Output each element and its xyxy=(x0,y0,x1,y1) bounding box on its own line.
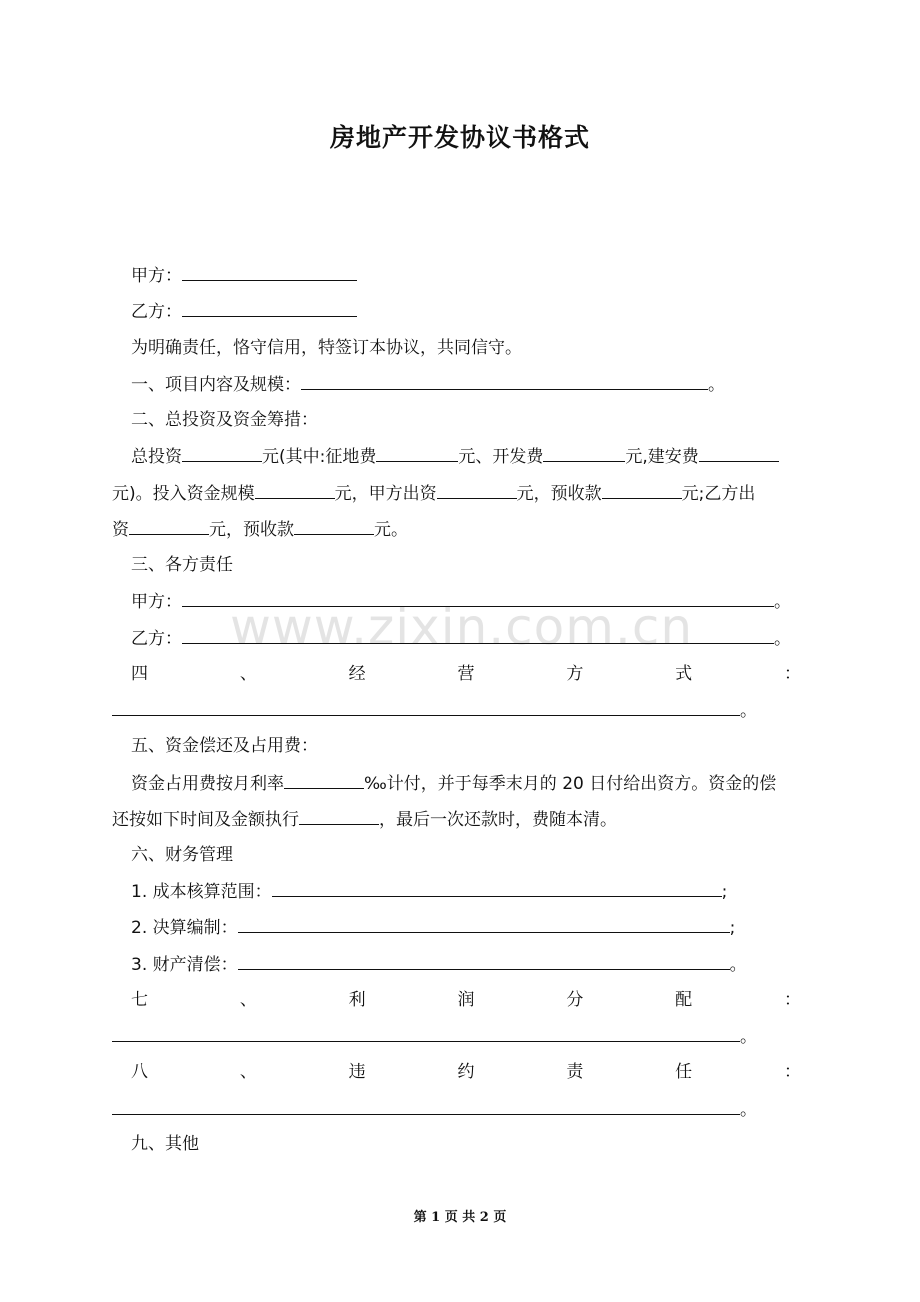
text-run: 总投资 xyxy=(131,447,182,467)
party-a-line xyxy=(131,263,357,288)
section-1-label: 一、项目内容及规模： xyxy=(131,375,301,395)
item-label: 2. 决算编制： xyxy=(131,918,238,938)
section-1-end: 。 xyxy=(708,375,725,395)
section-8-heading xyxy=(131,1060,801,1084)
page-mid: 页 共 xyxy=(444,1210,476,1225)
party-b-label: 乙方： xyxy=(131,302,182,322)
blank xyxy=(182,626,774,644)
text-run: 元(其中:征地费 xyxy=(262,447,377,467)
section-3-party-a xyxy=(131,589,791,614)
watermark: www.zixin.com.cn xyxy=(230,598,694,656)
heading-char: 营 xyxy=(457,664,475,684)
party-a-label: 甲方： xyxy=(131,592,182,612)
heading-char: 七 xyxy=(131,990,148,1010)
section-6-item-1 xyxy=(131,879,727,904)
section-5-para-2 xyxy=(112,807,617,832)
section-3-party-b xyxy=(131,626,791,651)
heading-char: 、 xyxy=(239,664,257,684)
blank xyxy=(129,517,209,535)
text-run: ，最后一次还款时，费随本清。 xyxy=(379,810,617,830)
heading-char: 方 xyxy=(566,664,584,684)
heading-char: 经 xyxy=(348,664,366,684)
blank xyxy=(182,589,774,607)
heading-char: ： xyxy=(783,990,801,1010)
text-run: 资 xyxy=(112,520,129,540)
heading-char: 违 xyxy=(348,1062,366,1082)
blank xyxy=(437,481,517,499)
intro-paragraph: 为明确责任，恪守信用，特签订本协议，共同信守。 xyxy=(131,338,522,358)
section-2-para-2 xyxy=(112,481,755,506)
heading-char: 约 xyxy=(457,1062,475,1082)
heading-char: 配 xyxy=(675,990,693,1010)
blank xyxy=(272,879,722,897)
item-label: 1. 成本核算范围： xyxy=(131,882,272,902)
section-8-blank-line xyxy=(112,1097,757,1122)
page-number: 1 xyxy=(431,1210,441,1225)
blank xyxy=(294,517,374,535)
heading-char: 四 xyxy=(131,664,148,684)
document-title: 房地产开发协议书格式 xyxy=(329,123,590,152)
line-end: 。 xyxy=(740,1100,757,1120)
text-run: ‰计付，并于每季末月的 20 日付给出资方。资金的偿 xyxy=(364,774,777,794)
line-end: ; xyxy=(729,918,736,938)
section-2-para-3 xyxy=(112,517,408,542)
blank xyxy=(112,1024,740,1042)
section-9-heading: 九、其他 xyxy=(131,1134,199,1154)
section-5-heading: 五、资金偿还及占用费： xyxy=(131,736,318,756)
party-b-blank xyxy=(182,299,357,317)
text-run: 元，预收款 xyxy=(209,520,294,540)
blank xyxy=(182,444,262,462)
line-end: 。 xyxy=(740,701,757,721)
section-5-para-1 xyxy=(131,771,776,796)
page-prefix: 第 xyxy=(413,1210,427,1225)
section-3-heading: 三、各方责任 xyxy=(131,555,233,575)
blank xyxy=(699,444,779,462)
blank xyxy=(299,807,379,825)
text-run: 元、开发费 xyxy=(458,447,544,467)
text-run: 元。 xyxy=(374,520,408,540)
blank xyxy=(112,1097,740,1115)
blank xyxy=(376,444,458,462)
line-end: 。 xyxy=(774,629,791,649)
text-run: 资金占用费按月利率 xyxy=(131,774,284,794)
line-end: 。 xyxy=(740,1027,757,1047)
heading-char: 八 xyxy=(131,1062,148,1082)
section-7-blank-line xyxy=(112,1024,757,1049)
blank xyxy=(602,481,682,499)
page-total: 2 xyxy=(479,1210,489,1225)
party-b-line xyxy=(131,299,357,324)
line-end: 。 xyxy=(774,592,791,612)
page-suffix: 页 xyxy=(493,1210,507,1225)
heading-char: ： xyxy=(783,664,801,684)
section-2-para-1 xyxy=(131,444,779,469)
heading-char: ： xyxy=(783,1062,801,1082)
section-7-heading xyxy=(131,988,801,1012)
page-footer xyxy=(0,1206,920,1225)
text-run: 还按如下时间及金额执行 xyxy=(112,810,299,830)
section-6-item-3 xyxy=(131,952,747,977)
text-run: 元，甲方出资 xyxy=(334,484,437,504)
heading-char: 式 xyxy=(675,664,693,684)
heading-char: 分 xyxy=(566,990,584,1010)
section-4-blank-line xyxy=(112,698,757,723)
blank xyxy=(255,481,335,499)
text-run: 元，预收款 xyxy=(516,484,602,504)
text-run: 元,建安费 xyxy=(625,447,699,467)
text-run: 元;乙方出 xyxy=(681,484,756,504)
party-a-blank xyxy=(182,263,357,281)
blank xyxy=(238,952,730,970)
text-run: 元)。投入资金规模 xyxy=(112,484,255,504)
item-label: 3. 财产清偿： xyxy=(131,955,238,975)
party-b-label: 乙方： xyxy=(131,629,182,649)
blank xyxy=(284,771,364,789)
line-end: 。 xyxy=(729,955,747,975)
section-1-line xyxy=(131,372,725,397)
heading-char: 、 xyxy=(239,1062,257,1082)
heading-char: 、 xyxy=(239,990,257,1010)
heading-char: 责 xyxy=(566,1062,584,1082)
heading-char: 利 xyxy=(348,990,366,1010)
blank xyxy=(112,698,740,716)
section-1-blank xyxy=(301,372,708,390)
section-6-item-2 xyxy=(131,915,735,940)
section-6-heading: 六、财务管理 xyxy=(131,845,233,865)
section-2-heading: 二、总投资及资金筹措： xyxy=(131,410,318,430)
blank xyxy=(238,915,730,933)
blank xyxy=(543,444,625,462)
section-4-heading xyxy=(131,662,801,686)
heading-char: 润 xyxy=(457,990,475,1010)
line-end: ; xyxy=(721,882,728,902)
heading-char: 任 xyxy=(675,1062,693,1082)
party-a-label: 甲方： xyxy=(131,266,182,286)
